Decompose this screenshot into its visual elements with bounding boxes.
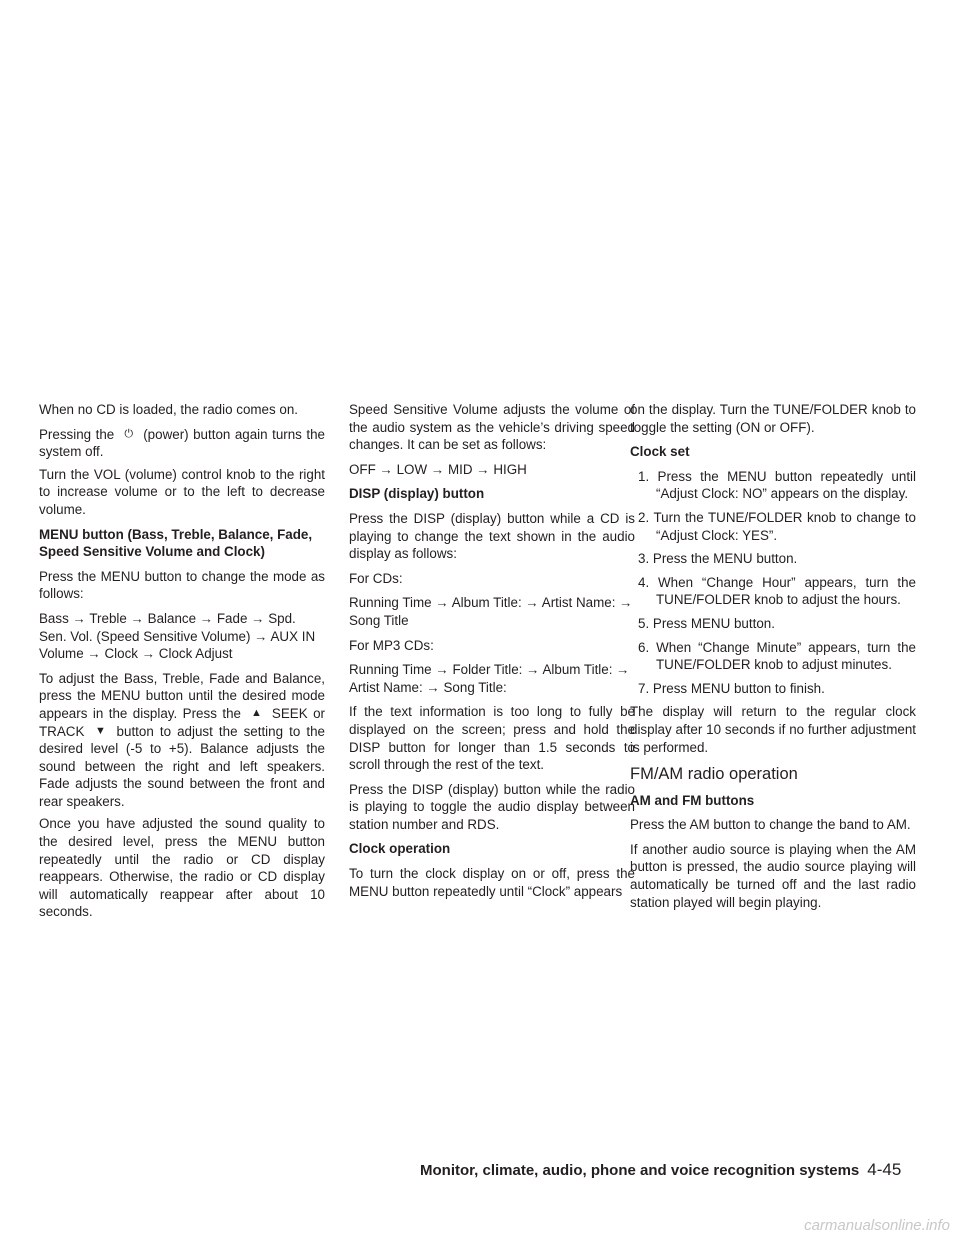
text-fragment: button to adjust the setting to the desired level (-5 to +5). Balance adjusts the sound between the right and left speakers. Fade adjusts the sound between the front and rear speakers.	[39, 723, 325, 809]
paragraph	[39, 426, 325, 461]
paragraph: Turn the VOL (volume) control knob to the right to increase volume or to the left to decrease volume.	[39, 466, 325, 517]
triangle-down-icon: ▼	[95, 724, 106, 737]
column-2	[349, 401, 635, 907]
paragraph: Running Time → Album Title: → Artist Name: → Song Title	[349, 595, 633, 628]
paragraph	[39, 670, 325, 811]
paragraph: If the text information is too long to fully be displayed on the screen; press and hold the DISP button for longer than 1.5 seconds to scroll through the rest of the text.	[349, 704, 635, 773]
list-item: 2. Turn the TUNE/FOLDER knob to change to “Adjust Clock: YES”.	[638, 509, 916, 543]
paragraph: To turn the clock display on or off, press the MENU button repeatedly until “Clock” appears	[349, 866, 635, 899]
paragraph: Bass → Treble → Balance → Fade → Spd. Sen. Vol. (Speed Sensitive Volume) → AUX IN Volume → Clock → Clock Adjust	[39, 610, 316, 662]
list-item: 4. When “Change Hour” appears, turn the TUNE/FOLDER knob to adjust the hours.	[638, 574, 916, 608]
power-icon: ⏻	[124, 427, 134, 440]
paragraph: If another audio source is playing when the AM button is pressed, the audio source playing will automatically be turned off and the last radio station played will begin playing.	[630, 841, 916, 910]
column-3	[630, 401, 916, 918]
subheading: Clock operation	[349, 841, 451, 857]
step-list	[630, 468, 916, 698]
page-footer	[420, 1160, 920, 1180]
triangle-up-icon: ▲	[250, 706, 262, 719]
text-fragment: Pressing the	[39, 426, 115, 442]
column-1	[39, 401, 325, 928]
list-item: 6. When “Change Minute” appears, turn the TUNE/FOLDER knob to adjust minutes.	[638, 639, 916, 673]
subheading: AM and FM buttons	[630, 792, 755, 808]
paragraph: Running Time → Folder Title: → Album Title: → Artist Name: → Song Title:	[349, 662, 630, 695]
list-item: 7. Press MENU button to finish.	[638, 680, 825, 696]
list-item: 3. Press the MENU button.	[638, 551, 798, 567]
list-item: 1. Press the MENU button repeatedly until “Adjust Clock: NO” appears on the display.	[638, 468, 916, 502]
paragraph: When no CD is loaded, the radio comes on.	[39, 402, 299, 417]
paragraph: OFF → LOW → MID → HIGH	[349, 461, 527, 477]
page-number: 4-45	[867, 1160, 902, 1179]
paragraph: Press the MENU button to change the mode as follows:	[39, 568, 325, 602]
chapter-title: Monitor, climate, audio, phone and voice recognition systems	[420, 1162, 860, 1179]
paragraph: Once you have adjusted the sound quality to the desired level, press the MENU button repeatedly until the radio or CD display reappears. Otherwise, the radio or CD display will automatically reappear after about 10 seconds.	[39, 816, 325, 920]
paragraph: The display will return to the regular clock display after 10 seconds if no further adjustment is performed.	[630, 704, 916, 755]
text-fragment: To adjust the Bass, Treble, Fade and Balance, press the MENU button until the desired mode appears in the display. Press the	[39, 670, 325, 721]
subheading: Clock set	[630, 444, 690, 460]
paragraph: Press the AM button to change the band to AM.	[630, 817, 911, 833]
section-heading: FM/AM radio operation	[630, 765, 798, 784]
list-item: 5. Press MENU button.	[638, 615, 775, 631]
paragraph: For CDs:	[349, 570, 403, 586]
paragraph: For MP3 CDs:	[349, 637, 434, 653]
paragraph: Press the DISP (display) button while the radio is playing to toggle the audio display between station number and RDS.	[349, 781, 635, 832]
subheading: DISP (display) button	[349, 486, 485, 502]
paragraph: on the display. Turn the TUNE/FOLDER knob to toggle the setting (ON or OFF).	[630, 402, 916, 435]
text-fragment: (power) button again turns the system off.	[39, 426, 325, 460]
paragraph: Press the DISP (display) button while a CD is playing to change the text shown in the audio display as follows:	[349, 510, 635, 562]
text-fragment: SEEK or TRACK	[39, 705, 325, 739]
watermark: carmanualsonline.info	[804, 1217, 950, 1234]
subheading: MENU button (Bass, Treble, Balance, Fade, Speed Sensitive Volume and Clock)	[39, 526, 313, 560]
paragraph: Speed Sensitive Volume adjusts the volume of the audio system as the vehicle’s driving speed changes. It can be set as follows:	[349, 402, 635, 453]
